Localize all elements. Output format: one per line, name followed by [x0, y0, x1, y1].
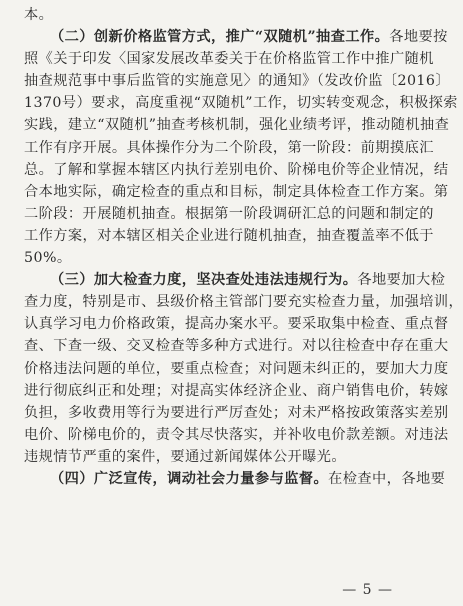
page-number: — 5 —	[342, 582, 393, 598]
section-heading: （三）加大检查力度，坚决查处违法违规行为。	[50, 272, 358, 289]
text-line	[24, 358, 449, 380]
line-text: 各地要按	[389, 29, 448, 46]
section-heading: （四）广泛宣传，调动社会力量参与监督。	[50, 470, 329, 487]
text-line	[24, 225, 434, 247]
text-line	[24, 48, 434, 70]
line-text: 总。了解和掌握本辖区内执行差别电价、阶梯电价等企业情况，结	[24, 161, 449, 178]
text-line	[24, 137, 434, 159]
line-text: 照《关于印发〈国家发展改革委关于在价格监管工作中推广随机	[24, 51, 434, 68]
text-line	[24, 247, 408, 269]
text-line	[24, 446, 408, 468]
section-heading-line	[24, 269, 446, 291]
line-text: 工作方案，对本辖区相关企业进行随机抽查，抽查覆盖率不低于	[24, 227, 434, 244]
line-text: 违规情节严重的案件，要通过新闻媒体公开曝光。	[24, 448, 347, 465]
text-line	[24, 380, 449, 402]
line-text: 价格违法问题的单位，要重点检查；对问题未纠正的，要加大力度	[24, 360, 449, 377]
section-heading-line	[24, 468, 446, 490]
text-line	[24, 335, 449, 357]
line-text: 各地要加大检	[357, 272, 446, 289]
line-text: 认真学习电力价格政策，提高办案水平。要采取集中检查、重点督	[24, 316, 449, 333]
line-text: 本。	[24, 7, 54, 23]
line-text: 电价、阶梯电价的，责令其尽快落实，并补收电价款差额。对违法	[24, 426, 449, 443]
line-text: 查力度，特别是市、县级价格主管部门要充实检查力量，加强培训，	[24, 294, 463, 311]
line-text: 负担，多收费用等行为要进行严厉查处；对未严格按政策落实差别	[24, 404, 449, 421]
line-text: 在检查中，各地要	[328, 470, 446, 487]
text-line	[24, 92, 458, 114]
line-text: 50%。	[24, 250, 72, 267]
line-text: 合本地实际，确定检查的重点和目标，制定具体检查工作方案。第	[24, 183, 449, 200]
line-text: 抽查规范事中事后监管的实施意见〉的通知》（发改价监〔2016〕	[24, 73, 451, 90]
text-line	[24, 313, 449, 335]
text-line	[24, 402, 449, 424]
line-text: 二阶段：开展随机抽查。根据第一阶段调研汇总的问题和制定的	[24, 205, 434, 222]
text-line	[24, 159, 449, 181]
line-text: 工作有序开展。具体操作分为二个阶段，第一阶段：前期摸底汇	[24, 139, 434, 156]
line-text: 实践，建立“双随机”抽查考核机制，强化业绩考评，推动随机抽查	[24, 117, 450, 134]
text-line	[24, 291, 463, 313]
line-text: 1370号）要求，高度重视“双随机”工作，切实转变观念，积极探索	[24, 95, 458, 112]
text-line	[24, 70, 451, 92]
text-line	[24, 181, 449, 203]
line-text: 进行彻底纠正和处理；对提高实体经济企业、商户销售电价，转嫁	[24, 382, 449, 399]
document-body	[24, 4, 463, 490]
line-text: 查、下查一级、交叉检查等多种方式进行。对以往检查中存在重大	[24, 338, 449, 355]
text-line	[24, 424, 449, 446]
section-heading-line	[24, 26, 448, 48]
section-heading: （二）创新价格监管方式，推广“双随机”抽查工作。	[50, 29, 390, 46]
text-line	[24, 4, 408, 26]
text-line	[24, 114, 450, 136]
text-line	[24, 203, 434, 225]
